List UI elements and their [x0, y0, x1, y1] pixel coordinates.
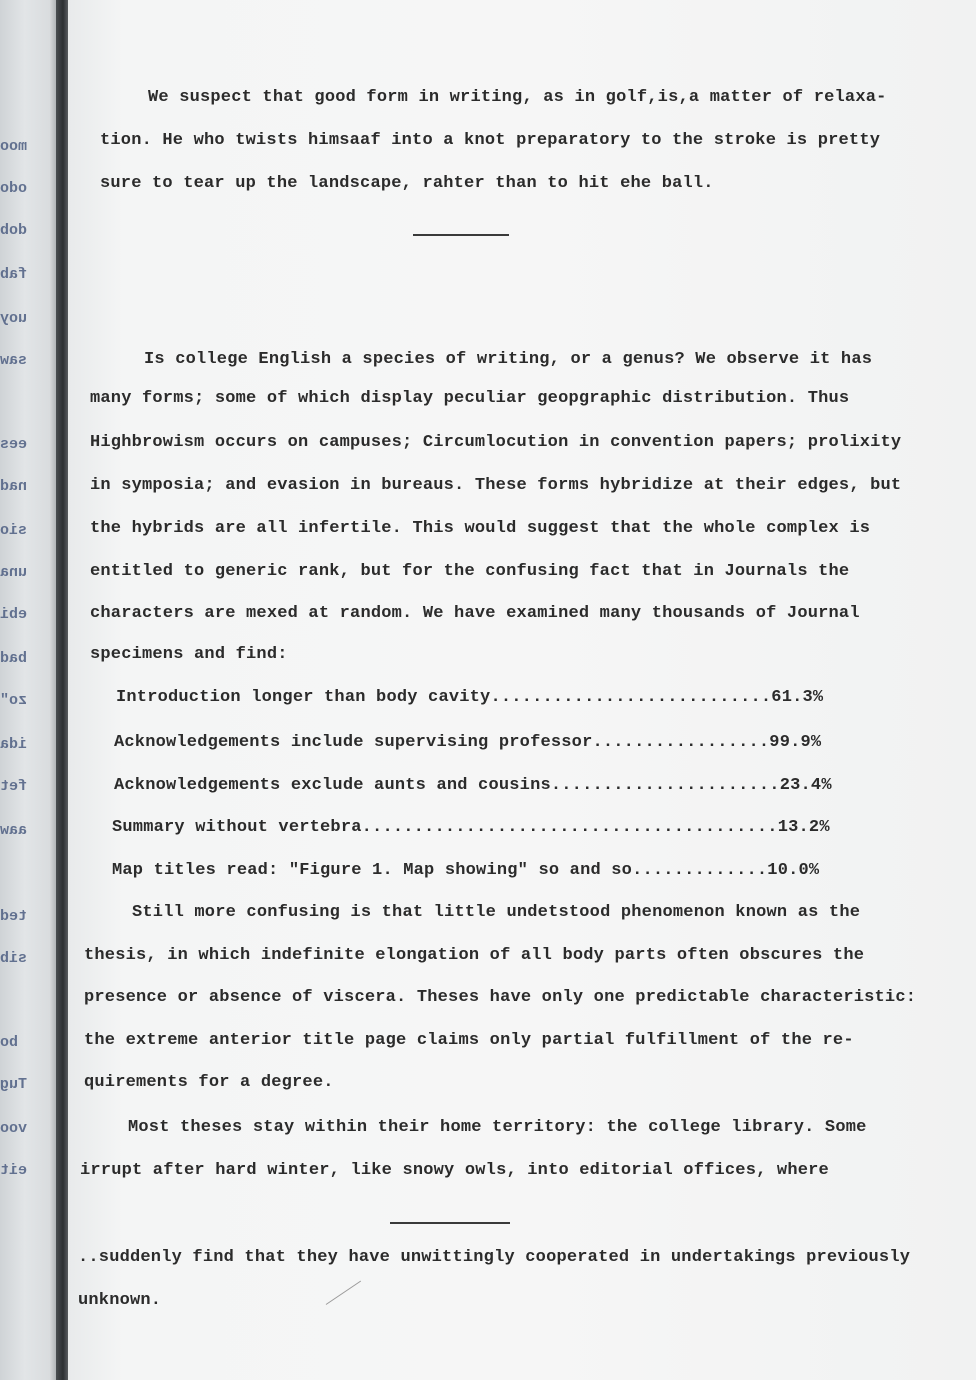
bleed-fragment: sio — [0, 522, 28, 539]
para3-line: presence or absence of viscera. Theses have only one predictable characteristic: — [84, 988, 917, 1007]
footnote-divider — [390, 1222, 510, 1224]
typewritten-page — [68, 0, 976, 1380]
para2-line: entitled to generic rank, but for the confusing fact that in Journals the — [90, 562, 850, 581]
footnote-line: unknown. — [78, 1291, 162, 1310]
bleed-fragment: fet — [0, 778, 28, 795]
stat-line: Map titles read: "Figure 1. Map showing" so and so.............10.0% — [112, 861, 820, 880]
para2-line: many forms; some of which display peculiar geopgraphic distribution. Thus — [90, 389, 850, 408]
bleed-fragment: bad — [0, 650, 28, 667]
facing-page-edge — [0, 0, 62, 1380]
bleed-fragment: bo — [0, 1034, 19, 1051]
bleed-fragment: voo — [0, 1120, 28, 1137]
section-divider — [413, 234, 509, 236]
para3-line: the extreme anterior title page claims only partial fulfillment of the re- — [84, 1031, 854, 1050]
para2-line: specimens and find: — [90, 645, 288, 664]
para4-line: irrupt after hard winter, like snowy owls, into editorial offices, where — [80, 1161, 829, 1180]
bleed-fragment: eit — [0, 1162, 28, 1179]
stat-line: Acknowledgements include supervising professor.................99.9% — [114, 733, 822, 752]
bleed-fragment: aaw — [0, 822, 28, 839]
para2-line: Highbrowism occurs on campuses; Circumlocution in convention papers; prolixity — [90, 433, 902, 452]
bleed-fragment: fab — [0, 266, 28, 283]
bleed-fragment: ted — [0, 908, 28, 925]
para3-line: Still more confusing is that little undetstood phenomenon known as the — [132, 903, 861, 922]
para2-line: in symposia; and evasion in bureaus. These forms hybridize at their edges, but — [90, 476, 902, 495]
bleed-fragment: Tug — [0, 1076, 28, 1093]
para3-line: quirements for a degree. — [84, 1073, 334, 1092]
bleed-fragment: ebi — [0, 606, 28, 623]
bleed-fragment: zo" — [0, 692, 28, 709]
para1-line: We suspect that good form in writing, as in golf,is,a matter of relaxa- — [148, 88, 887, 107]
stat-line: Summary without vertebra........................................13.2% — [112, 818, 830, 837]
bleed-fragment: saw — [0, 352, 28, 369]
stat-line: Acknowledgements exclude aunts and cousins......................23.4% — [114, 776, 832, 795]
bleed-fragment: una — [0, 564, 28, 581]
stat-line: Introduction longer than body cavity...........................61.3% — [116, 688, 824, 707]
para2-line: the hybrids are all infertile. This would suggest that the whole complex is — [90, 519, 871, 538]
bleed-fragment: sib — [0, 950, 28, 967]
bleed-fragment: odo — [0, 180, 28, 197]
para2-line: characters are mexed at random. We have examined many thousands of Journal — [90, 604, 860, 623]
footnote-line: ..suddenly find that they have unwittingly cooperated in undertakings previously — [78, 1248, 911, 1267]
bleed-fragment: nad — [0, 478, 28, 495]
bleed-fragment: ida — [0, 736, 28, 753]
para3-line: thesis, in which indefinite elongation of all body parts often obscures the — [84, 946, 865, 965]
para1-line: tion. He who twists himsaaf into a knot preparatory to the stroke is pretty — [100, 131, 881, 150]
para1-line: sure to tear up the landscape, rahter than to hit ehe ball. — [100, 174, 714, 193]
para4-line: Most theses stay within their home territory: the college library. Some — [128, 1118, 867, 1137]
pencil-mark — [326, 1281, 361, 1305]
bleed-fragment: uoy — [0, 310, 28, 327]
bleed-fragment: dob — [0, 222, 28, 239]
bleed-fragment: moo — [0, 138, 28, 155]
bleed-fragment: ees — [0, 436, 28, 453]
para2-line: Is college English a species of writing, or a genus? We observe it has — [144, 350, 873, 369]
